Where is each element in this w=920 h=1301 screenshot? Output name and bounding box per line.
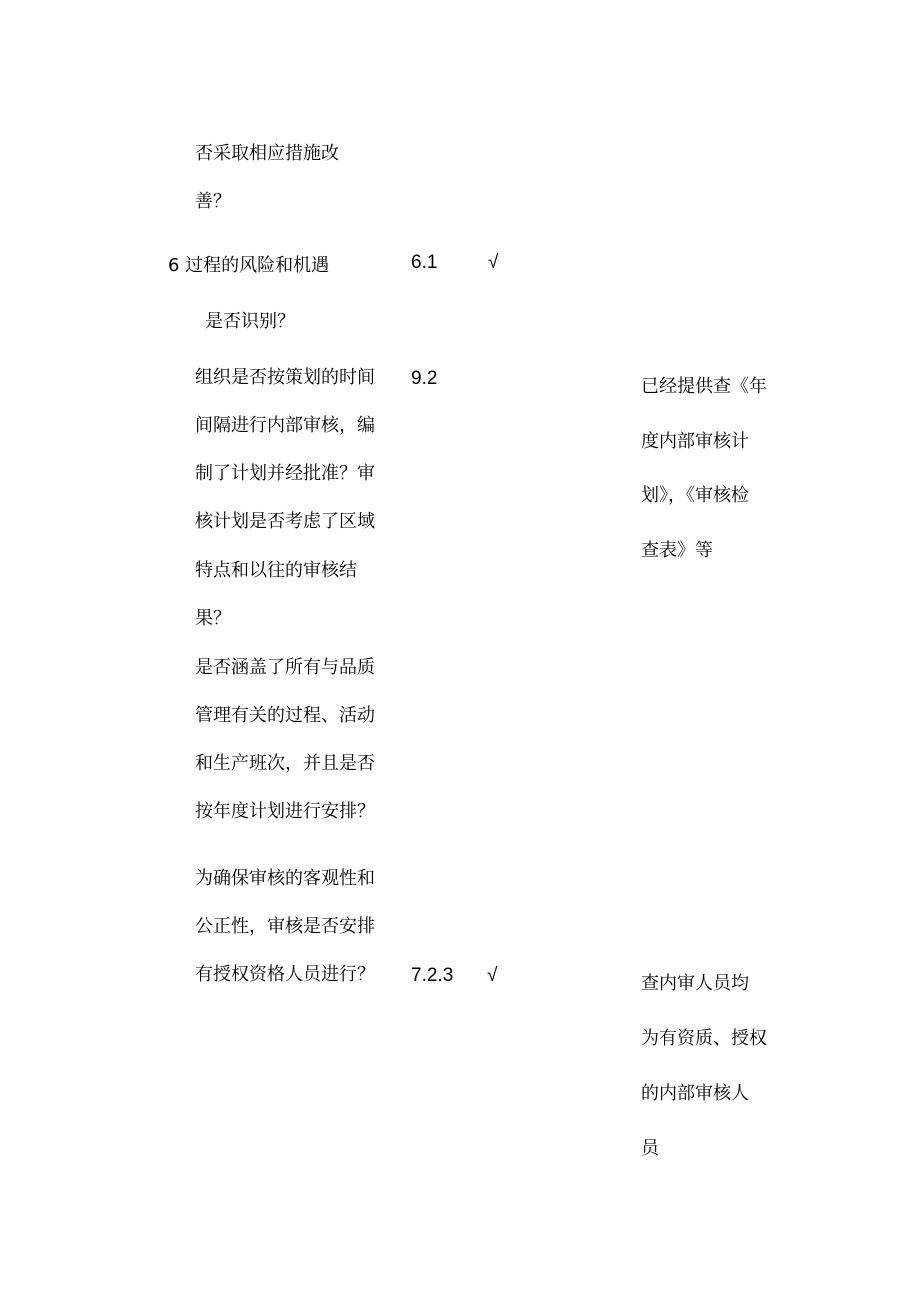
evidence-line: 划》，《审核检	[641, 485, 749, 506]
evidence-line: 查内审人员均	[641, 973, 749, 994]
clause-number: 9.2	[411, 368, 438, 389]
question-line: 特点和以往的审核结	[195, 560, 357, 581]
question-line: 和生产班次，并且是否	[195, 753, 375, 774]
evidence-line: 度内部审核计	[641, 431, 749, 452]
question-line: 是否识别？	[205, 311, 295, 332]
check-mark: √	[487, 965, 498, 986]
question-line: 否采取相应措施改	[195, 143, 339, 164]
check-mark: √	[488, 252, 499, 273]
question-line: 按年度计划进行安排？	[195, 801, 375, 822]
question-line: 有授权资格人员进行？	[195, 964, 375, 985]
item-title: 6 过程的风险和机遇	[168, 255, 330, 276]
question-line: 组织是否按策划的时间	[195, 367, 375, 388]
question-line: 为确保审核的客观性和	[195, 868, 375, 889]
question-line: 果？	[195, 608, 231, 629]
evidence-line: 已经提供查《年	[641, 376, 767, 397]
question-line: 善？	[195, 191, 231, 212]
question-line: 公正性，审核是否安排	[195, 916, 375, 937]
evidence-line: 查表》等	[641, 540, 713, 561]
evidence-line: 为有资质、授权	[641, 1028, 767, 1049]
evidence-line: 员	[641, 1138, 659, 1159]
question-line: 是否涵盖了所有与品质	[195, 657, 375, 678]
question-line: 核计划是否考虑了区域	[195, 511, 375, 532]
evidence-line: 的内部审核人	[641, 1083, 749, 1104]
question-line: 管理有关的过程、活动	[195, 705, 375, 726]
question-line: 间隔进行内部审核，编	[195, 415, 375, 436]
clause-number: 7.2.3	[411, 965, 454, 986]
clause-number: 6.1	[411, 252, 438, 273]
question-line: 制了计划并经批准？审	[195, 463, 375, 484]
